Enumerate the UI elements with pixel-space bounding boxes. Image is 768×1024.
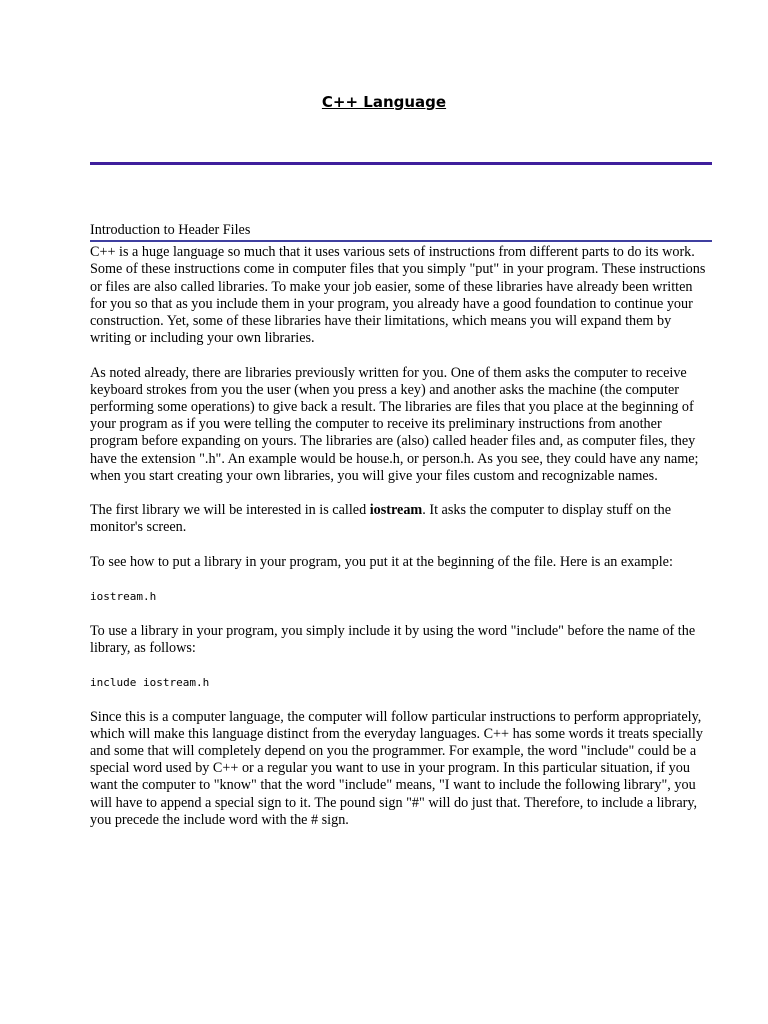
paragraph-iostream-before: The first library we will be interested in is called: [90, 502, 370, 519]
document-body: [90, 222, 712, 846]
page-title: C++ Language: [321, 93, 447, 111]
paragraph-example-intro: To see how to put a library in your program, you put it at the beginning of the file. Here is an example:: [90, 553, 673, 570]
section-heading: Introduction to Header Files: [90, 222, 712, 242]
code-example-2: include iostream.h: [90, 676, 210, 690]
paragraph-final: Since this is a computer language, the computer will follow particular instructions to perform appropriately, which will make this language distinct from the everyday languages. C++ has some words it treats specially and some that will completely depend on you the programmer. For example, the word "include" could be a special word used by C++ or a regular you want to use in your program. In this particular situation, if you want the computer to "know" that the word "include" means, "I want to include the following library", you will have to append a special sign to it. The pound sign "#" will do just that. Therefore, to include a library, you precede the include word with the # sign.: [90, 708, 703, 828]
paragraph-include-intro: To use a library in your program, you simply include it by using the word "include" before the name of the library, as follows:: [90, 622, 696, 656]
paragraph-iostream: [90, 502, 712, 536]
paragraph-iostream-after: . It asks the computer to display stuff on the monitor's screen.: [90, 502, 672, 536]
title-divider: [90, 162, 712, 165]
paragraph-libraries: As noted already, there are libraries previously written for you. One of them asks the computer to receive keyboard strokes from you the user (when you press a key) and another asks the machine (the computer performing some operations) to give back a result. The libraries are files that you place at the beginning of your program as if you were telling the computer to receive its preliminary instructions from another program before expanding on yours. The libraries are (also) called header files and, as computer files, they have the extension ".h". An example would be house.h, or person.h. As you see, they could have any name; when you start creating your own libraries, you will give your files custom and recognizable names.: [90, 364, 699, 484]
code-example-1: iostream.h: [90, 590, 157, 604]
paragraph-intro: C++ is a huge language so much that it uses various sets of instructions from different parts to do its work. Some of these instructions come in computer files that you simply "put" in your program. These instructions or files are also called libraries. To make your job easier, some of these libraries have already been written for you so that as you include them in your program, you already have a good foundation to continue your construction. Yet, some of these libraries have their limitations, which means you will expand them by writing or including your own libraries.: [90, 244, 706, 347]
iostream-term: iostream: [369, 502, 423, 519]
